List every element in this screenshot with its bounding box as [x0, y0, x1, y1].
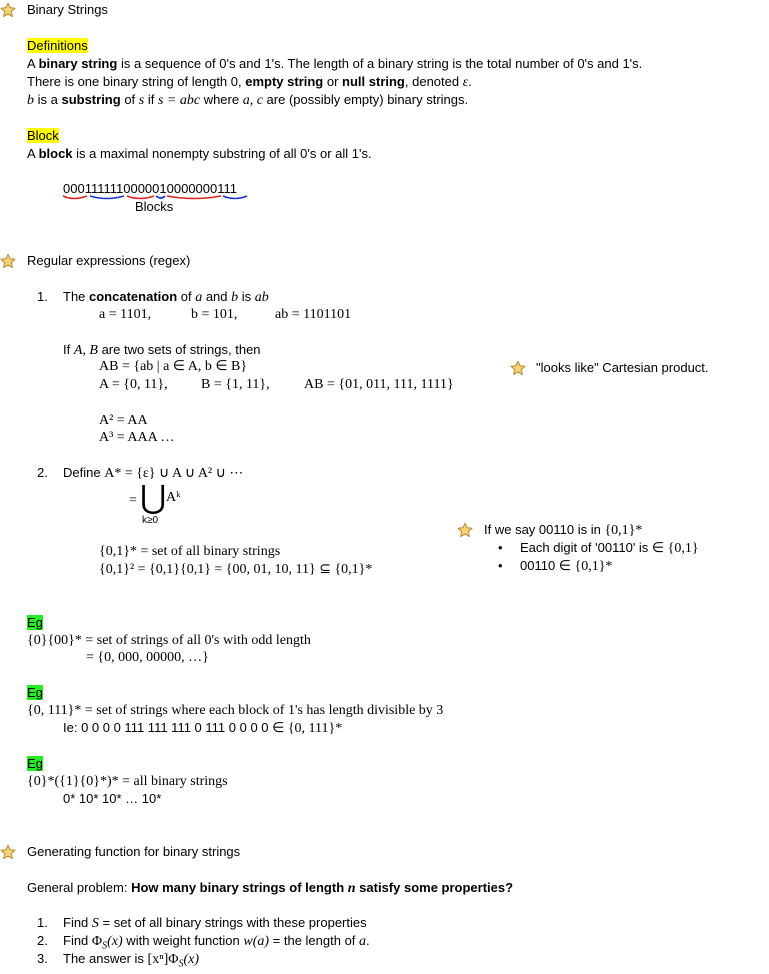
set-concatenation-intro: If A, B are two sets of strings, then	[63, 342, 261, 358]
heading-block: Block	[27, 128, 59, 143]
equation: ab = 1101101	[275, 307, 352, 322]
list-number: 1.	[37, 289, 48, 304]
list-number: 3.	[37, 951, 48, 966]
equation: B = {1, 11},	[201, 377, 270, 392]
example-tag: Eg	[27, 756, 43, 771]
equation: AB = {01, 011, 111, 1111}	[304, 377, 454, 392]
example-line: {0, 111}* = set of strings where each block of 1's has length divisible by 3	[27, 703, 444, 718]
bullet: •	[498, 540, 503, 555]
equation: Aᵏ	[166, 490, 181, 505]
heading-definitions: Definitions	[27, 38, 88, 53]
section-title: Binary Strings	[27, 2, 108, 17]
bullet: •	[498, 558, 503, 573]
step-item: Find S = set of all binary strings with these properties	[63, 915, 367, 931]
example-tag: Eg	[27, 615, 43, 630]
example-line: 0* 10* 10* … 10*	[63, 791, 162, 806]
step-item: The answer is $[x^n]\Phi_S(x)$	[63, 951, 200, 970]
list-number: 2.	[37, 933, 48, 948]
side-note: If we say 00110 is in {0,1}*	[484, 522, 643, 538]
equation: {0,1}* = set of all binary strings	[99, 544, 281, 559]
section-title: Regular expressions (regex)	[27, 253, 191, 268]
note-bullet-item: 00110 ∈ {0,1}*	[520, 558, 613, 574]
block-caption: Blocks	[135, 199, 174, 214]
definition-binary-string: A binary string is a sequence of 0's and 1's. The length of a binary string is the total number of 0's and 1's.	[27, 56, 643, 71]
star-icon	[0, 253, 16, 269]
kleene-star-definition: Define A* = {ε} ∪ A ∪ A² ∪ ⋯	[63, 465, 244, 481]
concatenation-definition: The concatenation of a and b is ab	[63, 289, 269, 305]
definition-substring: b is a substring of s if s = abc where a, c are (possibly empty) binary strings.	[27, 92, 469, 108]
step-item: Find $\Phi_S(x)$ with weight function w(a) = the length of a.	[63, 933, 370, 952]
example-line: {0}*({1}{0}*)* = all binary strings	[27, 774, 228, 789]
union-subscript: k≥0	[142, 515, 159, 526]
equation: AB = {ab | a ∈ A, b ∈ B}	[99, 359, 248, 374]
equation: a = 1101,	[99, 307, 152, 322]
equation: A³ = AAA …	[99, 430, 175, 445]
equation: A² = AA	[99, 413, 148, 428]
example-line: {0}{00}* = set of strings of all 0's with odd length	[27, 633, 311, 648]
definition-block: A block is a maximal nonempty substring of all 0's or all 1's.	[27, 146, 372, 161]
star-icon	[457, 522, 473, 538]
side-note: "looks like" Cartesian product.	[536, 360, 709, 375]
example-line: = {0, 000, 00000, …}	[86, 650, 209, 665]
section-title: Generating function for binary strings	[27, 844, 241, 859]
star-icon	[510, 360, 526, 376]
block-example: 0001111110000010000000111	[63, 181, 237, 196]
example-line: Ie: 0 0 0 0 111 111 111 0 111 0 0 0 0 ∈ {0, 111}*	[63, 720, 343, 736]
star-icon	[0, 2, 16, 18]
list-number: 2.	[37, 465, 48, 480]
definition-empty-string: There is one binary string of length 0, empty string or null string, denoted ε.	[27, 74, 472, 90]
big-union-symbol: ⋃	[140, 479, 167, 515]
star-icon	[0, 844, 16, 860]
general-problem: General problem: How many binary strings of length n satisfy some properties?	[27, 880, 514, 896]
equation: A = {0, 11},	[99, 377, 168, 392]
note-bullet-item: Each digit of '00110' is ∈ {0,1}	[520, 540, 699, 556]
list-number: 1.	[37, 915, 48, 930]
equals-sign: =	[129, 493, 137, 508]
example-tag: Eg	[27, 685, 43, 700]
equation: b = 101,	[191, 307, 238, 322]
equation: {0,1}² = {0,1}{0,1} = {00, 01, 10, 11} ⊆ {0,1}*	[99, 562, 373, 577]
